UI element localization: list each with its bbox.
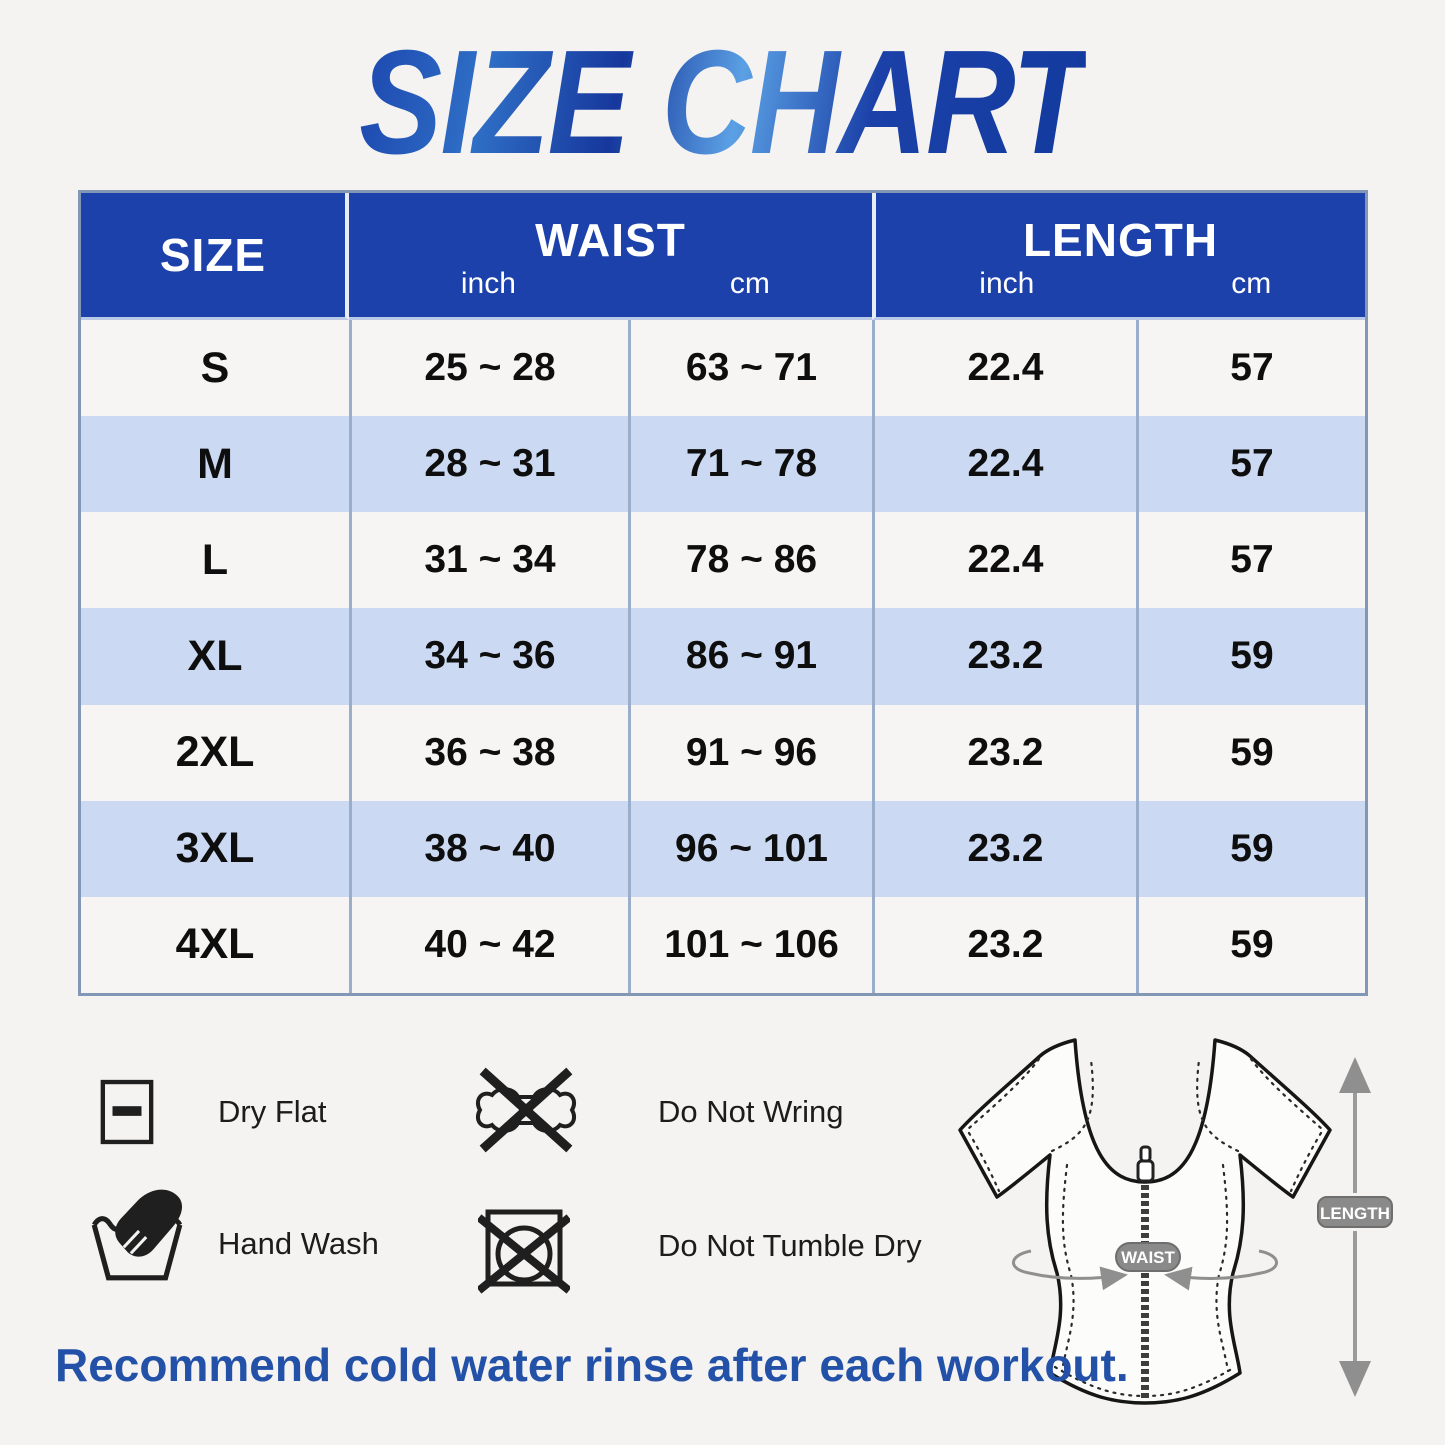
dry-flat-icon [98,1078,156,1146]
table-cell: 22.4 [872,512,1136,608]
table-cell: 23.2 [872,801,1136,897]
table-cell: 57 [1136,416,1365,512]
table-cell: 22.4 [872,416,1136,512]
table-cell: 78 ~ 86 [628,512,872,608]
care-note: Recommend cold water rinse after each workout. [55,1339,1129,1391]
table-cell: 57 [1136,320,1365,416]
length-badge-label: LENGTH [1320,1204,1390,1223]
table-cell: 38 ~ 40 [349,801,628,897]
table-cell: 40 ~ 42 [349,897,628,993]
do-not-wring-icon [466,1066,586,1154]
table-cell: 34 ~ 36 [349,608,628,704]
column-header-length [872,193,1365,320]
table-cell: M [81,416,349,512]
waist-badge-label: WAIST [1121,1248,1175,1267]
do-not-tumble-dry-icon [478,1202,570,1294]
subheader-waist-cm: cm [729,267,770,301]
care-label-do-not-tumble-dry: Do Not Tumble Dry [658,1228,922,1263]
table-cell: 86 ~ 91 [628,608,872,704]
table-cell: 22.4 [872,320,1136,416]
table-cell: S [81,320,349,416]
zipper-pull [1138,1161,1153,1181]
table-cell: 36 ~ 38 [349,705,628,801]
care-label-do-not-wring: Do Not Wring [658,1094,844,1129]
subheader-length-inch: inch [979,267,1035,301]
care-label-hand-wash: Hand Wash [218,1226,379,1261]
page-title: SIZE CHART [359,18,1086,188]
table-cell: 57 [1136,512,1365,608]
table-cell: 71 ~ 78 [628,416,872,512]
table-cell: 59 [1136,801,1365,897]
table-cell: 63 ~ 71 [628,320,872,416]
hand-wash-icon [86,1184,188,1286]
table-cell: XL [81,608,349,704]
table-cell: 23.2 [872,897,1136,993]
table-cell: 4XL [81,897,349,993]
table-cell: 31 ~ 34 [349,512,628,608]
table-cell: 3XL [81,801,349,897]
column-subheaders-waist [349,267,872,301]
table-cell: 91 ~ 96 [628,705,872,801]
zipper-slider [1141,1147,1150,1161]
table-cell: 25 ~ 28 [349,320,628,416]
table-cell: 59 [1136,608,1365,704]
size-chart-table [78,190,1368,996]
column-header-length-label: LENGTH [1022,213,1219,266]
column-header-waist [349,193,872,320]
table-cell: 59 [1136,897,1365,993]
subheader-waist-inch: inch [460,267,516,301]
table-cell: 96 ~ 101 [628,801,872,897]
table-cell: L [81,512,349,608]
table-cell: 23.2 [872,705,1136,801]
column-header-waist-label: WAIST [535,213,686,266]
page-title-wrap [0,18,1445,188]
table-cell: 101 ~ 106 [628,897,872,993]
waist-badge [1116,1243,1180,1271]
care-label-dry-flat: Dry Flat [218,1094,327,1129]
table-cell: 23.2 [872,608,1136,704]
length-badge [1318,1197,1392,1227]
column-subheaders-length [876,267,1365,301]
table-cell: 28 ~ 31 [349,416,628,512]
table-cell: 59 [1136,705,1365,801]
column-header-size: SIZE [81,193,349,320]
table-cell: 2XL [81,705,349,801]
subheader-length-cm: cm [1231,267,1272,301]
